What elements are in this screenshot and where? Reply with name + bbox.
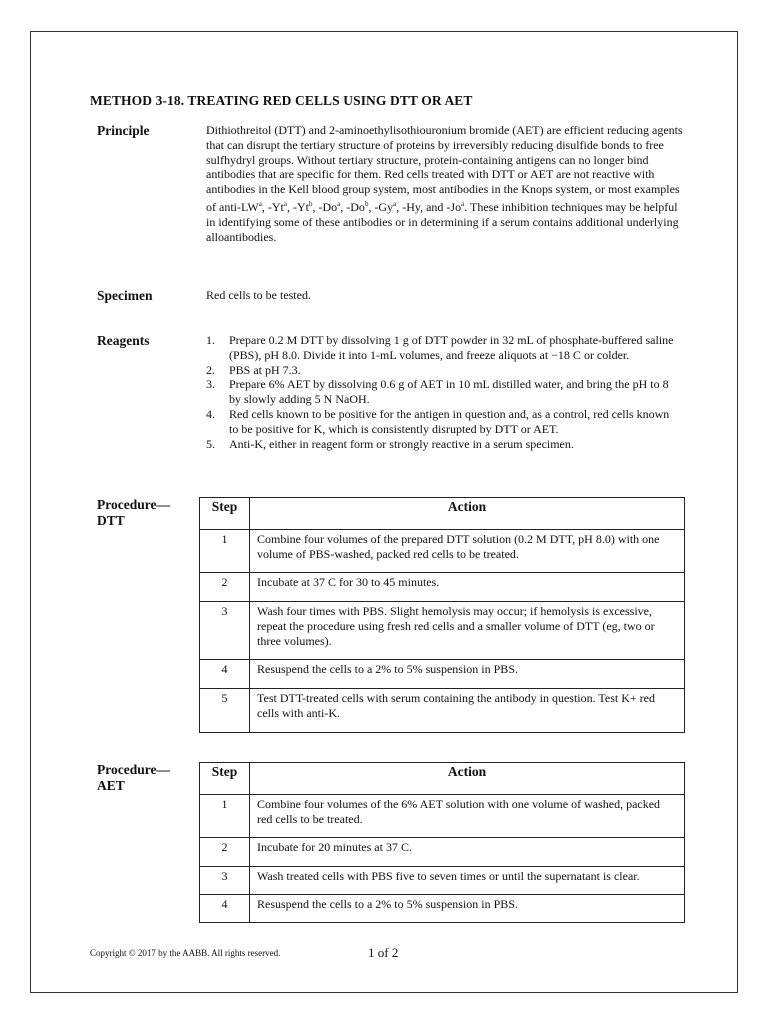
action-column-header: Action bbox=[250, 763, 685, 795]
step-cell: 2 bbox=[200, 838, 250, 867]
list-item bbox=[206, 333, 681, 363]
action-column-header: Action bbox=[250, 498, 685, 530]
lw-superscript: a bbox=[258, 199, 262, 208]
step-cell: 4 bbox=[200, 660, 250, 689]
specimen-label: Specimen bbox=[97, 288, 153, 303]
principle-text-after: . These inhibition techniques may be helpful in identifying some of these antibodies or in determining if a serum contains additional underlying alloantibodies. bbox=[206, 199, 679, 244]
antibody-name: -Hy bbox=[402, 199, 421, 214]
action-cell: Combine four volumes of the prepared DTT solution (0.2 M DTT, pH 8.0) with one volume of PBS-washed, packed red cells to be treated. bbox=[250, 530, 685, 573]
table-row bbox=[200, 895, 685, 923]
reagents-label: Reagents bbox=[97, 333, 150, 348]
action-cell: Resuspend the cells to a 2% to 5% suspension in PBS. bbox=[250, 895, 685, 923]
separator: , bbox=[368, 199, 375, 214]
label-line: AET bbox=[97, 778, 125, 793]
action-cell: Test DTT-treated cells with serum containing the antibody in question. Test K+ red cells with anti-K. bbox=[250, 689, 685, 733]
label-line: DTT bbox=[97, 513, 125, 528]
step-cell: 4 bbox=[200, 895, 250, 923]
procedure-aet-table bbox=[199, 762, 685, 923]
item-number: 4. bbox=[206, 406, 215, 421]
antibody-name: and -Jo bbox=[426, 199, 462, 214]
step-cell: 5 bbox=[200, 689, 250, 733]
step-cell: 3 bbox=[200, 602, 250, 660]
principle-text bbox=[206, 123, 686, 244]
table-row bbox=[200, 689, 685, 733]
item-text: PBS at pH 7.3. bbox=[229, 362, 301, 377]
antibody-name: -Do bbox=[346, 199, 365, 214]
copyright-notice: Copyright © 2017 by the AABB. All rights reserved. bbox=[90, 948, 281, 958]
item-number: 5. bbox=[206, 436, 215, 451]
separator: , bbox=[396, 199, 403, 214]
page-number: 1 of 2 bbox=[368, 945, 399, 960]
list-item bbox=[206, 363, 681, 378]
table-row bbox=[200, 530, 685, 573]
antibody-name: -Do bbox=[318, 199, 338, 214]
separator: , bbox=[420, 199, 427, 214]
table-row bbox=[200, 660, 685, 689]
separator: , bbox=[312, 199, 319, 214]
principle-text-before: Dithiothreitol (DTT) and 2-aminoethylisothiouronium bromide (AET) are efficient reducing agents that can disrupt the tertiary structure of proteins by irreversibly reducing disulfide bonds to free sulfhydryl groups. Without tertiary structure, protein-containing antigens can no longer bind antibodies that are specific for them. Red cells treated with DTT or AET are not reactive with antibodies in the Kell blood group system, most antibodies in the Knops system, or most examples of anti-LW bbox=[206, 123, 683, 214]
antibody-name: -Yt bbox=[292, 199, 309, 214]
item-number: 3. bbox=[206, 377, 215, 392]
procedure-dtt-label bbox=[97, 497, 170, 529]
list-item bbox=[206, 437, 681, 452]
antibody-list bbox=[262, 200, 464, 214]
antibody-superscript: a bbox=[283, 199, 287, 208]
step-cell: 2 bbox=[200, 573, 250, 602]
action-cell: Incubate at 37 C for 30 to 45 minutes. bbox=[250, 573, 685, 602]
antibody-superscript: b bbox=[308, 199, 313, 208]
item-text: Red cells known to be positive for the antigen in question and, as a control, red cells known to be positive for K, which is consistently disrupted by DTT or AET. bbox=[229, 406, 670, 436]
table-row bbox=[200, 602, 685, 660]
action-cell: Combine four volumes of the 6% AET solution with one volume of washed, packed red cells to be treated. bbox=[250, 795, 685, 838]
step-cell: 1 bbox=[200, 530, 250, 573]
item-number: 1. bbox=[206, 333, 215, 347]
antibody-name: -Gy bbox=[374, 199, 394, 214]
item-text: Prepare 6% AET by dissolving 0.6 g of AET in 10 mL distilled water, and bring the pH to 8 by slowly adding 5 N NaOH. bbox=[229, 377, 669, 407]
item-text: Anti-K, either in reagent form or strongly reactive in a serum specimen. bbox=[229, 436, 574, 451]
table-row bbox=[200, 867, 685, 895]
table-row bbox=[200, 573, 685, 602]
procedure-dtt-table bbox=[199, 497, 685, 733]
item-text: Prepare 0.2 M DTT by dissolving 1 g of DTT powder in 32 mL of phosphate-buffered saline (PBS), pH 8.0. Divide it into 1-mL volumes, and freeze aliquots at −18 C or colder. bbox=[229, 333, 674, 362]
document-title: METHOD 3-18. TREATING RED CELLS USING DTT OR AET bbox=[90, 93, 473, 108]
table-row bbox=[200, 838, 685, 867]
antibody-superscript: a bbox=[393, 199, 397, 208]
label-line: Procedure— bbox=[97, 497, 170, 512]
action-cell: Wash four times with PBS. Slight hemolysis may occur; if hemolysis is excessive, repeat the procedure using fresh red cells and a smaller volume of DTT (eg, two or three volumes). bbox=[250, 602, 685, 660]
table-row bbox=[200, 795, 685, 838]
procedure-aet-label bbox=[97, 762, 170, 794]
step-cell: 3 bbox=[200, 867, 250, 895]
table-header-row bbox=[200, 763, 685, 795]
label-line: Procedure— bbox=[97, 762, 170, 777]
principle-label: Principle bbox=[97, 123, 150, 138]
separator: , bbox=[286, 199, 293, 214]
action-cell: Resuspend the cells to a 2% to 5% suspension in PBS. bbox=[250, 660, 685, 689]
antibody-superscript: a bbox=[337, 199, 341, 208]
step-column-header: Step bbox=[200, 763, 250, 795]
specimen-text: Red cells to be tested. bbox=[206, 288, 311, 302]
separator: , bbox=[261, 199, 268, 214]
item-number: 2. bbox=[206, 362, 215, 377]
antibody-superscript: a bbox=[461, 199, 465, 208]
antibody-name: -Yt bbox=[267, 199, 284, 214]
table-header-row bbox=[200, 498, 685, 530]
step-cell: 1 bbox=[200, 795, 250, 838]
action-cell: Wash treated cells with PBS five to seven times or until the supernatant is clear. bbox=[250, 867, 685, 895]
step-column-header: Step bbox=[200, 498, 250, 530]
action-cell: Incubate for 20 minutes at 37 C. bbox=[250, 838, 685, 867]
separator: , bbox=[340, 199, 347, 214]
antibody-superscript: b bbox=[364, 199, 369, 208]
list-item bbox=[206, 407, 681, 437]
list-item bbox=[206, 377, 681, 407]
reagent-list bbox=[206, 333, 681, 451]
